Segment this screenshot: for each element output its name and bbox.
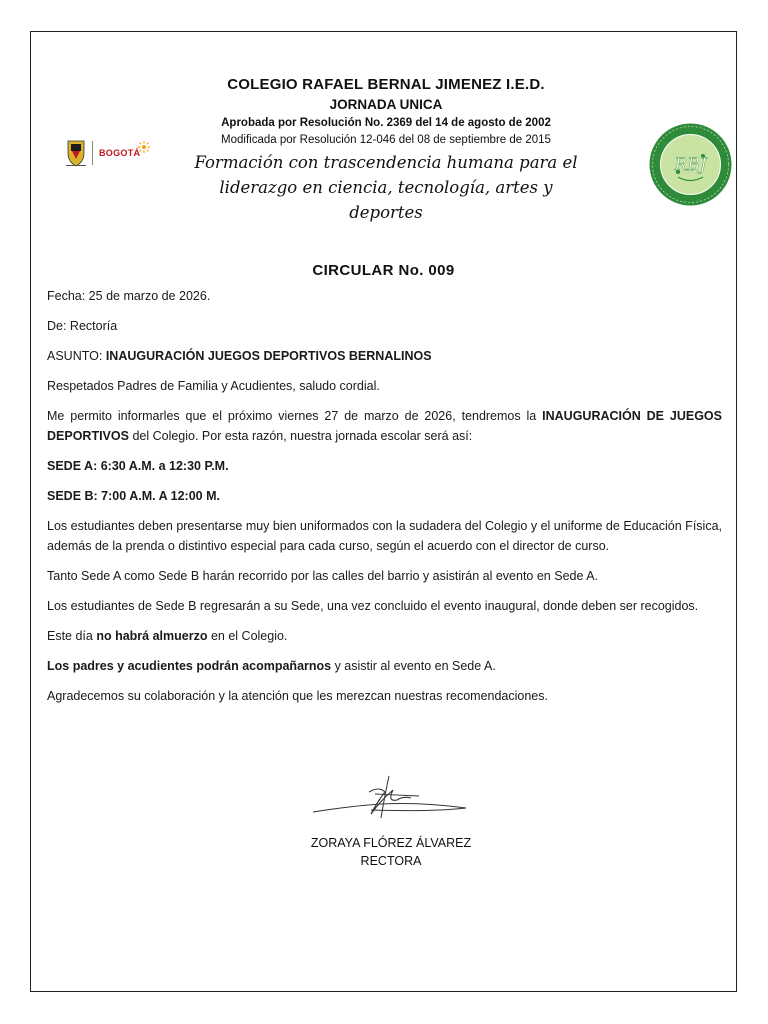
resolution-approved: Aprobada por Resolución No. 2369 del 14 de agosto de 2002	[221, 117, 551, 129]
bogota-wordmark: BOGOTÁ	[99, 148, 141, 158]
paragraph-announcement: Me permito informarles que el próximo viernes 27 de marzo de 2026, tendremos la INAUGURACIÓN DE JUEGOS DEPORTIVOS del Colegio. Por esta razón, nuestra jornada escolar será así:	[47, 409, 722, 443]
greeting: Respetados Padres de Familia y Acudientes, saludo cordial.	[47, 379, 380, 393]
paragraph-lunch: Este día no habrá almuerzo en el Colegio.	[47, 629, 288, 643]
school-seal-icon	[648, 122, 733, 207]
school-motto	[181, 150, 591, 225]
bogota-logo	[64, 136, 159, 170]
logo-divider	[92, 141, 93, 165]
signer-role: RECTORA	[360, 854, 422, 868]
handwritten-signature	[311, 772, 471, 820]
schedule-sede-b: SEDE B: 7:00 A.M. A 12:00 M.	[47, 489, 220, 503]
paragraph-thanks: Agradecemos su colaboración y la atención que les merezcan nuestras recomendaciones.	[47, 689, 548, 703]
schedule-sede-a: SEDE A: 6:30 A.M. a 12:30 P.M.	[47, 459, 229, 473]
paragraph-uniform: Los estudiantes deben presentarse muy bien uniformados con la sudadera del Colegio y el uniforme de Educación Física, además de la prenda o distintivo especial para cada curso, según el acuerdo con el director de curso.	[47, 519, 722, 553]
asunto-value: INAUGURACIÓN JUEGOS DEPORTIVOS BERNALINOS	[105, 349, 432, 363]
bogota-shield-icon	[64, 138, 88, 168]
motto-line-2: liderazgo en ciencia, tecnología, artes y deportes	[219, 178, 553, 222]
resolution-modified: Modificada por Resolución 12-046 del 08 de septiembre de 2015	[221, 134, 551, 146]
de-line: De: Rectoría	[47, 319, 118, 333]
asunto-label: ASUNTO:	[47, 349, 106, 363]
motto-line-1: Formación con trascendencia humana para el	[194, 153, 578, 172]
sun-icon	[138, 141, 150, 153]
signer-block	[231, 834, 551, 870]
paragraph-return: Los estudiantes de Sede B regresarán a su Sede, una vez concluido el evento inaugural, donde deben ser recogidos.	[47, 599, 699, 613]
document-page	[30, 31, 737, 992]
circular-body	[47, 286, 722, 716]
school-name: COLEGIO RAFAEL BERNAL JIMENEZ I.E.D.	[227, 76, 545, 93]
asunto-line	[47, 346, 722, 366]
paragraph-route: Tanto Sede A como Sede B harán recorrido por las calles del barrio y asistirán al evento en Sede A.	[47, 569, 599, 583]
fecha-line: Fecha: 25 de marzo de 2026.	[47, 289, 211, 303]
jornada-label: JORNADA UNICA	[329, 97, 443, 112]
paragraph-parents: Los padres y acudientes podrán acompañarnos y asistir al evento en Sede A.	[47, 659, 496, 673]
seal-initials: RBJ	[674, 155, 707, 175]
circular-title: CIRCULAR No. 009	[312, 262, 455, 279]
signer-name: ZORAYA FLÓREZ ÁLVAREZ	[310, 836, 472, 850]
